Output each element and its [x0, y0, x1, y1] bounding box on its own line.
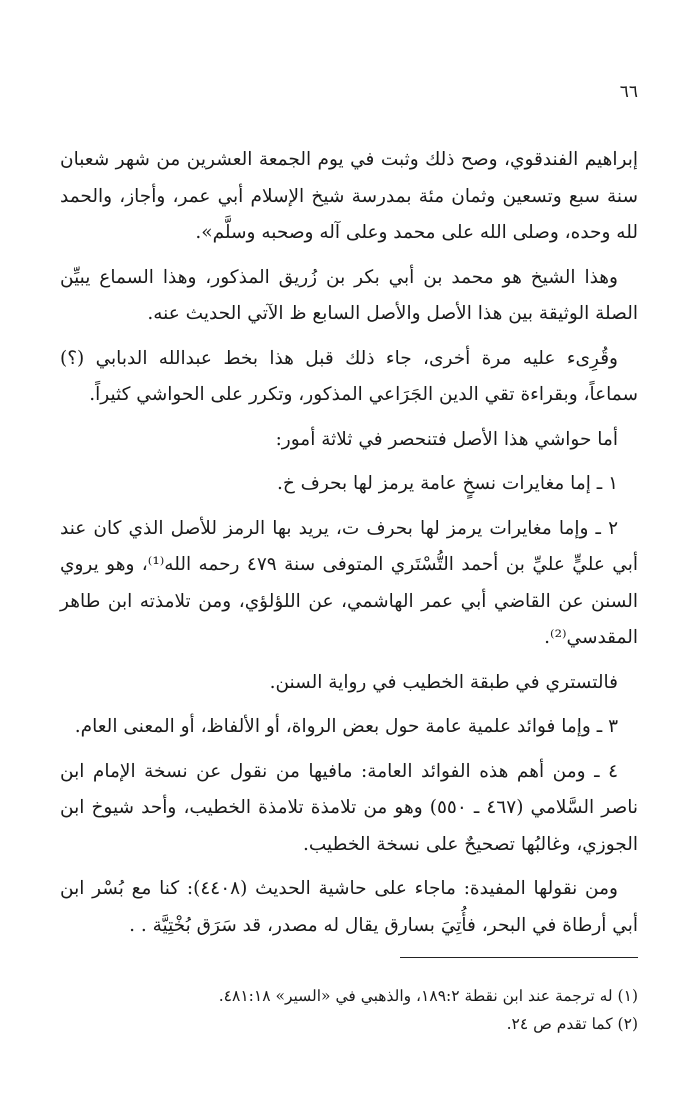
list-item: ٤ ـ ومن أهم هذه الفوائد العامة: مافيها من نقول عن نسخة الإمام ابن ناصر السَّلامي (٤٦٧ ـ ٥٥٠) وهو من تلامذة تلامذة الخطيب، وأحد شيوخ ابن الجوزي، وغالبُها تصحيحٌ على نسخة الخطيب. [60, 760, 638, 855]
footnote-divider [400, 957, 638, 958]
paragraph: وهذا الشيخ هو محمد بن أبي بكر بن زُريق المذكور، وهذا السماع يبيِّن الصلة الوثيقة بين هذا الأصل والأصل السابع ظ الآتي الحديث عنه. [60, 266, 638, 324]
footnotes [60, 982, 638, 1038]
list-item: ٢ ـ وإما مغايرات يرمز لها بحرف ت، يريد بها الرمز للأصل الذي كان عند أبي عليٍّ عليِّ بن أحمد التُّسْتَري المتوفى سنة ٤٧٩ رحمه الله⁽¹⁾، وهو يروي السنن عن القاضي أبي عمر الهاشمي، عن اللؤلؤي، ومن تلامذته ابن طاهر المقدسي⁽²⁾. [60, 517, 638, 648]
footnote: (٢) كما تقدم ص ٢٤. [506, 1015, 638, 1033]
paragraph: ومن نقولها المفيدة: ماجاء على حاشية الحديث (٤٤٠٨): كنا مع بُسْر ابن أبي أرطاة في البحر، فأُتِيَ بسارق يقال له مصدر، قد سَرَق بُخْتِيَّة . . [60, 878, 638, 936]
book-page [60, 0, 638, 1106]
page-number: ٦٦ [619, 82, 638, 102]
footnote: (١) له ترجمة عند ابن نقطة ١٨٩:٢، والذهبي في «السير» ٤٨١:١٨. [218, 987, 638, 1005]
paragraph: إبراهيم الفندقوي، وصح ذلك وثبت في يوم الجمعة العشرين من شهر شعبان سنة سبع وتسعين وثمان مئة بمدرسة شيخ الإسلام أبي عمر، وأجاز، والحمد لله وحده، وصلى الله على محمد وعلى آله وصحبه وسلَّم». [60, 149, 638, 243]
paragraph: فالتستري في طبقة الخطيب في رواية السنن. [269, 671, 618, 693]
list-item: ٣ ـ وإما فوائد علمية عامة حول بعض الرواة، أو الألفاظ، أو المعنى العام. [74, 716, 618, 737]
paragraph: وقُرِىء عليه مرة أخرى، جاء ذلك قبل هذا بخط عبدالله الدبابي (؟) سماعاً، وبقراءة تقي الدين الجَرَاعي المذكور، وتكرر على الحواشي كثيراً. [60, 347, 638, 405]
body-text [60, 142, 638, 952]
paragraph: أما حواشي هذا الأصل فتنحصر في ثلاثة أمور: [275, 428, 618, 450]
list-item: ١ ـ إما مغايرات نسخٍ عامة يرمز لها بحرف خ. [276, 473, 618, 494]
